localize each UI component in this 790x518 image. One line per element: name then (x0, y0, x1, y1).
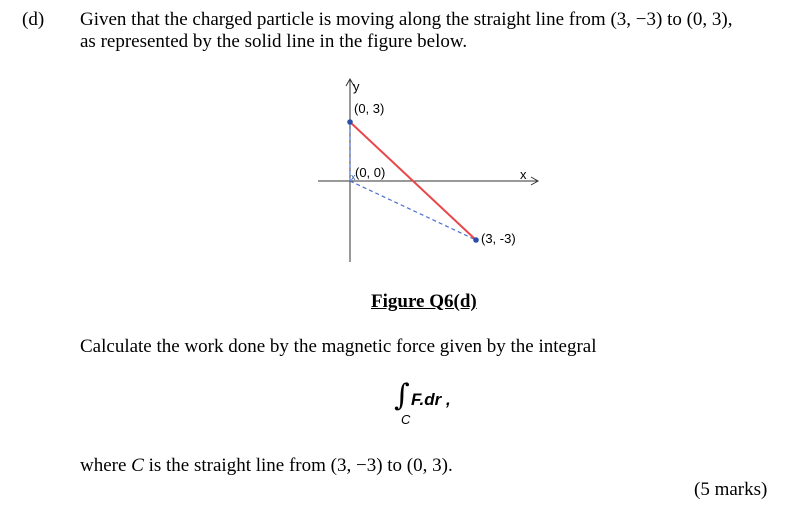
where-variable: C (131, 455, 144, 476)
where-line (80, 455, 453, 477)
point-top-label: (0, 3) (354, 101, 385, 116)
where-prefix: where (80, 455, 132, 476)
point-top-marker (347, 119, 353, 125)
origin-marker: x (351, 172, 356, 182)
figure-caption: Figure Q6(d) (371, 291, 477, 312)
where-suffix: is the straight line from (3, −3) to (0, 3). (143, 455, 453, 476)
integral-sign: ∫ (394, 378, 410, 413)
integral-expression (394, 378, 514, 432)
point-bottom-label: (3, -3) (481, 231, 516, 246)
part-label: (d) (22, 9, 45, 30)
y-axis-label: y (353, 79, 360, 94)
intro-line-2: as represented by the solid line in the figure below. (80, 31, 468, 52)
x-axis-label: x (520, 167, 527, 182)
marks-label: (5 marks) (694, 479, 768, 500)
integrand: F.dr , (411, 390, 451, 409)
intro-line-1: Given that the charged particle is moving along the straight line from (3, −3) to (0, 3), (80, 9, 733, 30)
point-origin-label: (0, 0) (355, 165, 386, 180)
instruction-text: Calculate the work done by the magnetic force given by the integral (80, 336, 597, 357)
integral-subscript: C (401, 412, 411, 427)
point-bottom-marker (473, 237, 479, 243)
dashed-path-diagonal (350, 181, 476, 240)
